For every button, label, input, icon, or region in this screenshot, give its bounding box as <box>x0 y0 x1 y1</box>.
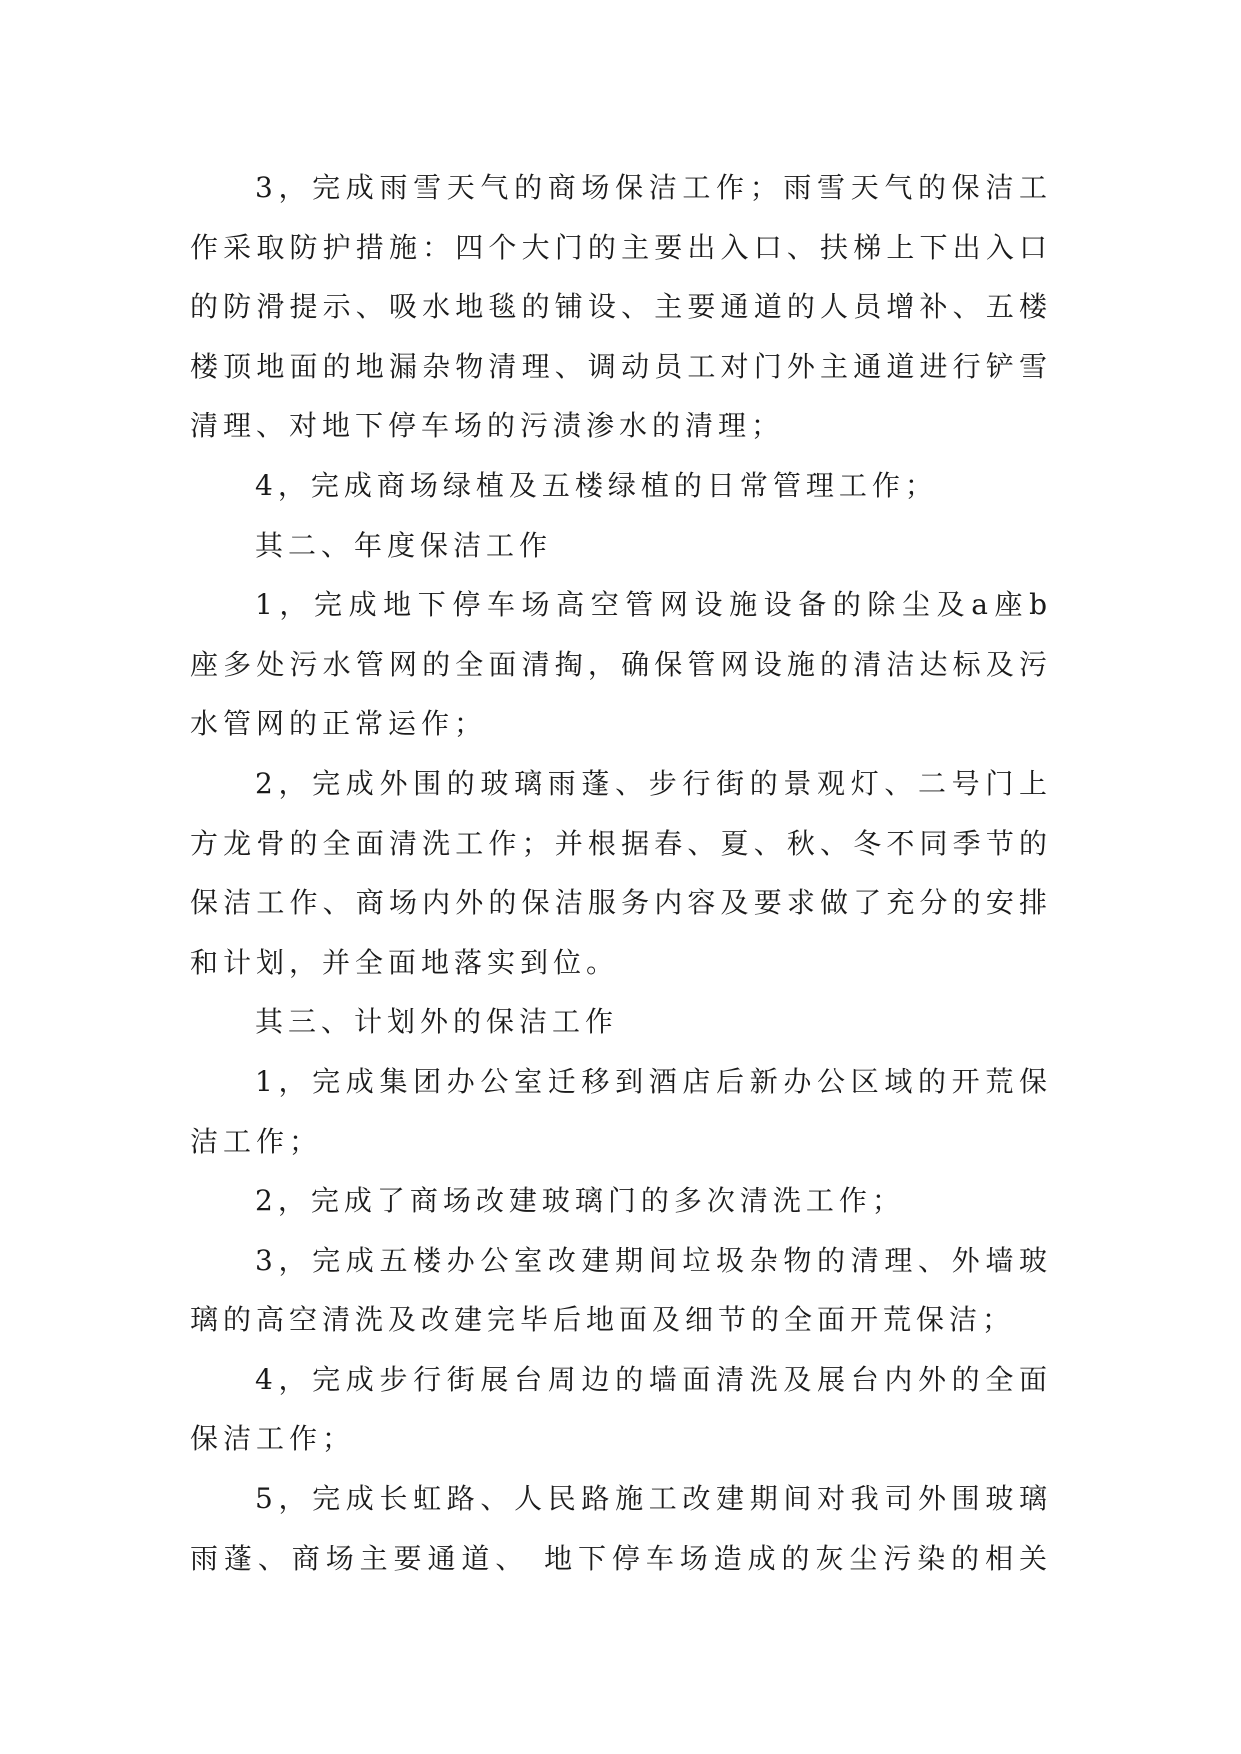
text-line: 1，完成集团办公室迁移到酒店后新办公区域的开荒保 <box>255 1064 1052 1098</box>
text-line: 清理、对地下停车场的污渍渗水的清理； <box>190 409 785 443</box>
text-line: 其二、年度保洁工作 <box>255 528 553 562</box>
text-line: 1，完成地下停车场高空管网设施设备的除尘及a座b <box>255 588 1052 622</box>
text-line: 保洁工作、商场内外的保洁服务内容及要求做了充分的安排 <box>190 886 1052 920</box>
text-line: 楼顶地面的地漏杂物清理、调动员工对门外主通道进行铲雪 <box>190 349 1052 383</box>
text-line: 2，完成外围的玻璃雨蓬、步行街的景观灯、二号门上 <box>255 766 1052 800</box>
text-line: 其三、计划外的保洁工作 <box>255 1005 619 1039</box>
text-line: 保洁工作； <box>190 1422 356 1456</box>
text-line: 璃的高空清洗及改建完毕后地面及细节的全面开荒保洁； <box>190 1303 1016 1337</box>
text-line: 4，完成步行街展台周边的墙面清洗及展台内外的全面 <box>255 1362 1052 1396</box>
text-line: 和计划，并全面地落实到位。 <box>190 945 620 979</box>
text-line: 座多处污水管网的全面清掏，确保管网设施的清洁达标及污 <box>190 647 1052 681</box>
document-page <box>190 158 1052 1588</box>
text-line: 水管网的正常运作； <box>190 707 488 741</box>
text-line: 4，完成商场绿植及五楼绿植的日常管理工作； <box>255 468 938 502</box>
text-line: 方龙骨的全面清洗工作；并根据春、夏、秋、冬不同季节的 <box>190 826 1052 860</box>
text-line: 的防滑提示、吸水地毯的铺设、主要通道的人员增补、五楼 <box>190 290 1052 324</box>
text-line: 5，完成长虹路、人民路施工改建期间对我司外围玻璃 <box>255 1482 1052 1516</box>
text-line: 3，完成雨雪天气的商场保洁工作；雨雪天气的保洁工 <box>255 171 1052 204</box>
text-line: 雨蓬、商场主要通道、 地下停车场造成的灰尘污染的相关 <box>190 1541 1052 1575</box>
document-body <box>190 158 1052 1588</box>
text-line: 2，完成了商场改建玻璃门的多次清洗工作； <box>255 1184 905 1218</box>
text-line: 作采取防护措施：四个大门的主要出入口、扶梯上下出入口 <box>190 230 1052 264</box>
text-line: 3，完成五楼办公室改建期间垃圾杂物的清理、外墙玻 <box>255 1243 1052 1277</box>
text-line: 洁工作； <box>190 1124 323 1158</box>
